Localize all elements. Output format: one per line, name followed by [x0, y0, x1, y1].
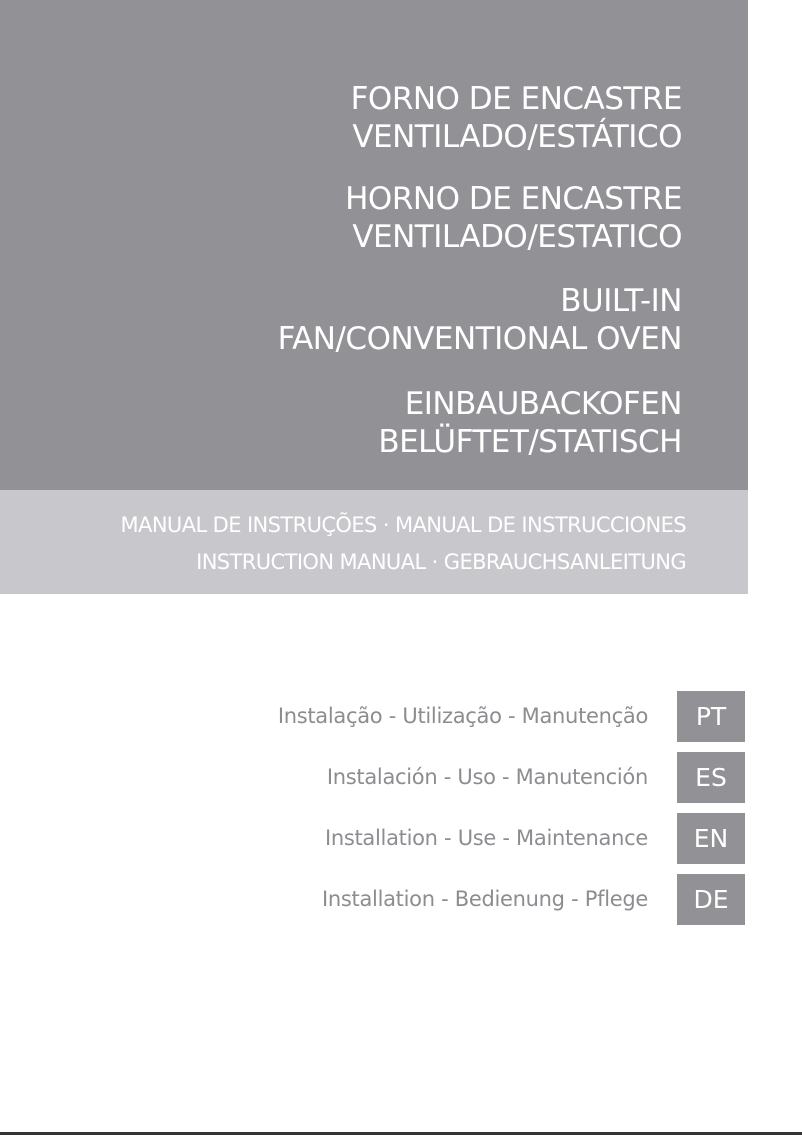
language-row-de [0, 874, 802, 925]
language-code-badge: PT [677, 691, 745, 742]
subtitle-line: INSTRUCTION MANUAL · GEBRAUCHSANLEITUNG [196, 550, 686, 574]
title-line: FORNO DE ENCASTRE [350, 81, 682, 117]
subtitle-line: MANUAL DE INSTRUÇÕES · MANUAL DE INSTRUCCIONES [120, 513, 686, 537]
language-label: Instalación - Uso - Manutención [326, 765, 648, 789]
title-en [278, 282, 682, 358]
title-line: HORNO DE ENCASTRE [345, 181, 682, 217]
language-code-badge: EN [677, 813, 745, 864]
language-row-es [0, 752, 802, 803]
title-line: VENTILADO/ESTATICO [352, 219, 682, 255]
title-panel [0, 0, 748, 490]
bottom-rule [0, 1132, 802, 1135]
language-label: Installation - Use - Maintenance [324, 826, 648, 850]
language-row-en [0, 813, 802, 864]
language-code-badge: DE [677, 874, 745, 925]
title-de [378, 385, 682, 461]
subtitle-band [0, 490, 748, 594]
title-line: BUILT-IN [560, 283, 682, 319]
title-es [345, 180, 682, 256]
title-line: VENTILADO/ESTÁTICO [352, 119, 682, 155]
language-label: Instalação - Utilização - Manutenção [277, 704, 648, 728]
title-line: EINBAUBACKOFEN [404, 386, 682, 422]
language-code-badge: ES [677, 752, 745, 803]
language-label: Installation - Bedienung - Pflege [322, 887, 648, 911]
language-row-pt [0, 691, 802, 742]
title-line: FAN/CONVENTIONAL OVEN [277, 321, 682, 357]
title-pt [351, 80, 682, 156]
title-line: BELÜFTET/STATISCH [378, 424, 682, 460]
